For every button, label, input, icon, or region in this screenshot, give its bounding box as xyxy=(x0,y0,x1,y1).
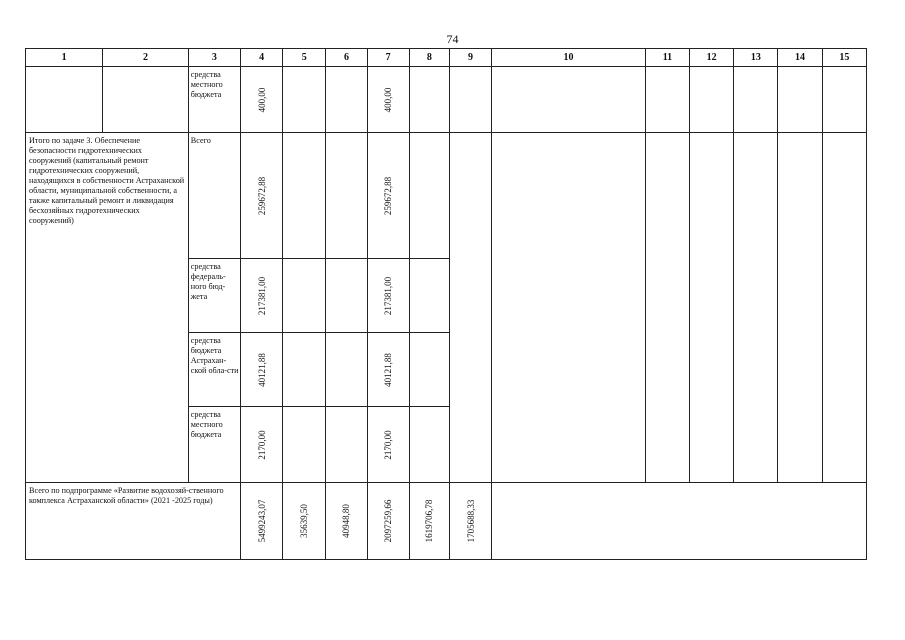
task3-title: Итого по задаче 3. Обеспечение безопасности гидротехнических сооружений (капитальный ремонт гидротехнических сооружений, находящихся в собственности Астраханской области, муниципальной собственности, а также капитальный ремонт и ликвидация бесхозяйных гидротехнических сооружений) xyxy=(26,133,189,483)
header-row xyxy=(26,49,867,67)
col-header-6: 6 xyxy=(326,49,367,67)
cell-empty xyxy=(734,133,778,483)
value-text: 40121,88 xyxy=(256,352,267,387)
value-text: 5499243,07 xyxy=(256,499,267,543)
value-cell xyxy=(367,67,409,133)
cell-empty xyxy=(409,67,449,133)
cell-empty xyxy=(409,259,449,333)
col-header-2: 2 xyxy=(103,49,188,67)
table-row xyxy=(26,133,867,259)
col-header-13: 13 xyxy=(734,49,778,67)
cell-empty xyxy=(283,67,326,133)
value-cell xyxy=(240,333,282,407)
col-header-11: 11 xyxy=(645,49,689,67)
value-text: 259672,88 xyxy=(256,176,267,215)
col-header-15: 15 xyxy=(822,49,866,67)
value-text: 35639,50 xyxy=(299,504,310,538)
col-header-9: 9 xyxy=(449,49,491,67)
value-text: 2170,00 xyxy=(256,429,267,460)
cell-empty xyxy=(690,67,734,133)
value-cell xyxy=(240,67,282,133)
col-header-12: 12 xyxy=(690,49,734,67)
cell-empty xyxy=(283,333,326,407)
cell-empty xyxy=(283,259,326,333)
cell-empty xyxy=(409,407,449,483)
cell-empty xyxy=(326,333,367,407)
value-text: 400,00 xyxy=(383,87,394,112)
value-cell xyxy=(367,333,409,407)
funding-source-label: средства федераль-ного бюд-жета xyxy=(188,259,240,333)
value-text: 400,00 xyxy=(256,87,267,112)
col-header-4: 4 xyxy=(240,49,282,67)
col-header-5: 5 xyxy=(283,49,326,67)
cell-empty xyxy=(326,407,367,483)
cell-empty xyxy=(822,133,866,483)
cell-empty xyxy=(283,133,326,259)
value-cell xyxy=(240,259,282,333)
value-cell xyxy=(240,483,282,560)
funding-source-label: Всего xyxy=(188,133,240,259)
cell-empty xyxy=(409,333,449,407)
value-cell xyxy=(240,407,282,483)
value-cell xyxy=(326,483,367,560)
value-text: 2097259,66 xyxy=(383,499,394,543)
cell-empty xyxy=(492,483,867,560)
cell-empty xyxy=(645,67,689,133)
cell-empty xyxy=(492,67,646,133)
col-header-10: 10 xyxy=(492,49,646,67)
page-number: 74 xyxy=(446,32,459,46)
value-cell xyxy=(449,483,491,560)
cell-empty xyxy=(492,133,646,483)
cell-empty xyxy=(645,133,689,483)
value-text: 40121,88 xyxy=(383,352,394,387)
funding-source-label: средства местного бюджета xyxy=(188,407,240,483)
grand-total-title: Всего по подпрограмме «Развитие водохозяй-ственного комплекса Астраханской области» (2021 -2025 годы) xyxy=(26,483,241,560)
value-cell xyxy=(283,483,326,560)
value-text: 2170,00 xyxy=(383,429,394,460)
cell-empty xyxy=(778,67,822,133)
cell-empty xyxy=(326,133,367,259)
table-row xyxy=(26,67,867,133)
cell-empty xyxy=(26,67,103,133)
col-header-8: 8 xyxy=(409,49,449,67)
value-text: 217381,00 xyxy=(383,276,394,315)
value-cell xyxy=(367,259,409,333)
value-text: 1705688,33 xyxy=(465,499,476,543)
cell-empty xyxy=(409,133,449,259)
funding-source-label: средства бюджета Астрахан-ской обла-сти xyxy=(188,333,240,407)
cell-empty xyxy=(690,133,734,483)
col-header-3: 3 xyxy=(188,49,240,67)
cell-empty xyxy=(734,67,778,133)
value-cell xyxy=(367,483,409,560)
value-cell xyxy=(409,483,449,560)
value-text: 217381,00 xyxy=(256,276,267,315)
cell-empty xyxy=(449,67,491,133)
value-text: 40948,80 xyxy=(341,504,352,538)
cell-empty xyxy=(283,407,326,483)
col-header-14: 14 xyxy=(778,49,822,67)
value-cell xyxy=(367,407,409,483)
budget-table xyxy=(25,48,867,560)
cell-empty xyxy=(449,133,491,483)
cell-empty xyxy=(103,67,188,133)
cell-empty xyxy=(326,67,367,133)
value-text: 1619706,78 xyxy=(424,499,435,543)
value-cell xyxy=(367,133,409,259)
cell-empty xyxy=(778,133,822,483)
value-cell xyxy=(240,133,282,259)
table-row xyxy=(26,483,867,560)
funding-source-label: средства местного бюджета xyxy=(188,67,240,133)
col-header-7: 7 xyxy=(367,49,409,67)
col-header-1: 1 xyxy=(26,49,103,67)
cell-empty xyxy=(326,259,367,333)
cell-empty xyxy=(822,67,866,133)
value-text: 259672,88 xyxy=(383,176,394,215)
